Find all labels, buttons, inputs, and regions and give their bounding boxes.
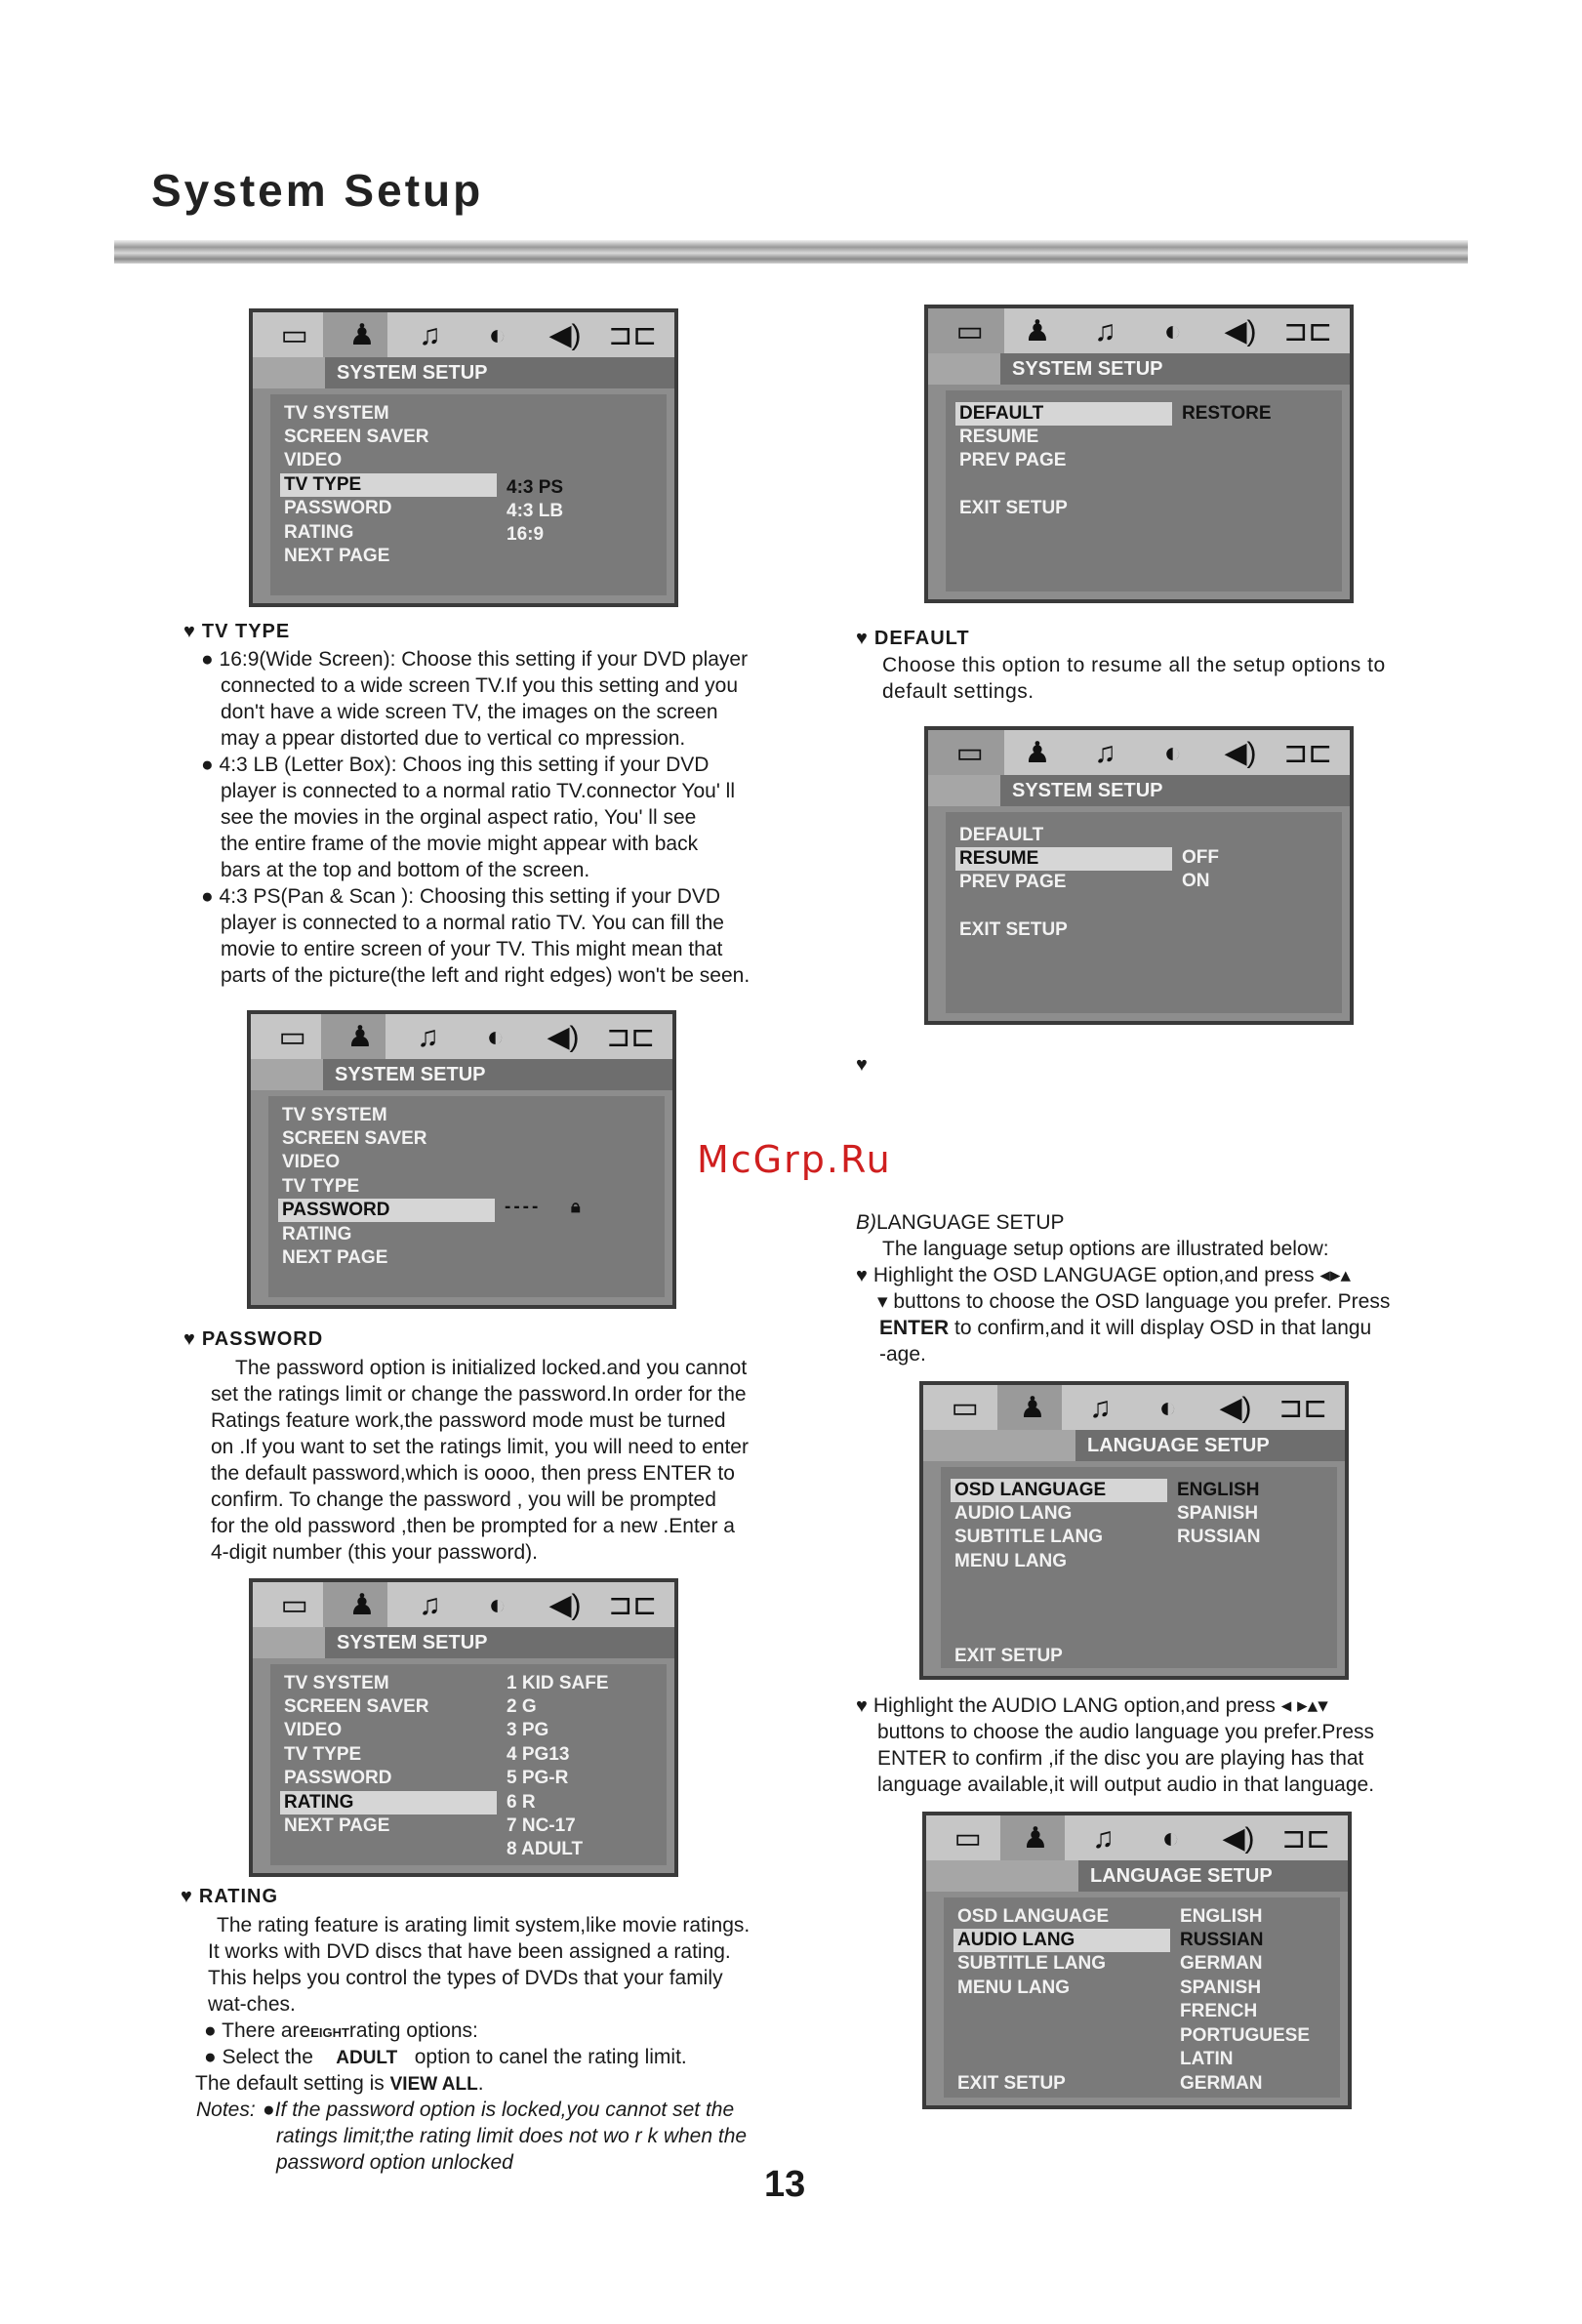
password-line: The password option is initialized locked.and you cannot [235,1357,748,1379]
menu-item: MENU LANG [954,1551,1068,1571]
tv-type-line: player is connected to a normal ratio TV.connector You' ll [221,780,735,802]
menu-item: EXIT SETUP [957,2073,1066,2094]
menu-item-selected: RATING [280,1791,497,1814]
osd-menu [946,812,1342,1013]
tv-type-line: don't have a wide screen TV, the images on the screen [221,701,718,723]
heart-bullet-icon: ♥ [856,1054,869,1076]
menu-item: RATING [282,1224,352,1244]
osd-screen-audio-lang [922,1812,1352,2109]
dolby-icon: ⊐⊏ [608,319,658,351]
osd-menu [946,390,1342,591]
osd-title: SYSTEM SETUP [1000,775,1350,806]
osd-menu [270,1664,667,1865]
language-option: RUSSIAN [1177,1527,1261,1547]
heart-bullet-icon: ♥ [856,628,869,649]
language-audio-line: ENTER to confirm ,if the disc you are playing has that [877,1747,1364,1770]
person-speech-icon: ♟ [1024,737,1051,769]
password-line: Ratings feature work,the password mode must be turned [211,1409,726,1432]
heart-bullet-icon: ♥ [181,1886,193,1907]
person-speech-icon: ♟ [1019,1392,1046,1424]
password-line: on .If you want to set the ratings limit, you will need to enter [211,1436,749,1458]
language-intro: The language setup options are illustrated below: [882,1238,1329,1260]
menu-option: RESTORE [1182,403,1272,424]
menu-item-selected: RESUME [955,847,1172,871]
password-line: for the old password ,then be prompted for a new .Enter a [211,1515,735,1537]
menu-item: DEFAULT [959,825,1044,845]
menu-item: TV TYPE [284,1744,362,1765]
tv-type-line: see the movies in the orginal aspect ratio, You' ll see [221,806,697,829]
tv-type-line: ● 4:3 LB (Letter Box): Choos ing this setting if your DVD [201,754,710,776]
menu-item: VIDEO [284,1720,343,1740]
menu-item: SCREEN SAVER [284,1696,429,1717]
tv-type-line: movie to entire screen of your TV. This might mean that [221,938,723,960]
rating-option: 4 PG13 [507,1744,570,1765]
contrast-icon: ◐ [488,1589,507,1621]
person-speech-icon: ♟ [1022,1822,1049,1855]
watermark: McGrp.Ru [697,1138,892,1181]
menu-item-selected: TV TYPE [280,473,497,497]
language-option: ENGLISH [1180,1906,1263,1927]
password-line: 4-digit number (this your password). [211,1541,538,1564]
menu-item: PREV PAGE [959,872,1067,892]
music-icon: ♫ [419,1589,441,1621]
speaker-icon: ◀) [1224,737,1257,769]
password-line: confirm. To change the password , you will be prompted [211,1488,716,1511]
menu-item: SUBTITLE LANG [954,1527,1103,1547]
osd-icons [923,1389,1345,1428]
music-icon: ♫ [1094,737,1116,769]
page-title: System Setup [151,165,484,216]
password-field: ---- [505,1197,542,1217]
menu-item: SCREEN SAVER [284,427,429,447]
menu-item: NEXT PAGE [284,1815,390,1836]
speaker-icon: ◀) [548,1589,582,1621]
osd-screen-resume [924,726,1354,1025]
tv-icon: ▭ [955,737,984,769]
menu-item: PREV PAGE [959,450,1067,470]
password-line: set the ratings limit or change the password.In order for the [211,1383,747,1406]
language-audio-line: ♥ Highlight the AUDIO LANG option,and press ◂ ▸▴▾ [856,1694,1328,1717]
menu-item: RESUME [959,427,1039,447]
menu-item: VIDEO [282,1152,341,1172]
menu-item: EXIT SETUP [959,919,1068,940]
person-speech-icon: ♟ [1024,315,1051,347]
rating-heading: ♥ RATING [181,1886,279,1907]
osd-title: SYSTEM SETUP [1000,353,1350,385]
password-heading: ♥ PASSWORD [183,1328,324,1350]
language-osd-line: -age. [879,1343,926,1366]
osd-icons [253,316,674,355]
contrast-icon: ◐ [1158,1392,1177,1424]
menu-option: OFF [1182,847,1219,868]
password-line: the default password,which is oooo, then press ENTER to [211,1462,735,1485]
menu-item: SCREEN SAVER [282,1128,427,1149]
rating-option: 5 PG-R [507,1768,569,1788]
menu-item: OSD LANGUAGE [957,1906,1110,1927]
notes-line: ratings limit;the rating limit does not wo r k when the [276,2125,748,2147]
rating-bullet: ● There areEIGHTrating options: [204,2019,478,2042]
tv-type-line: parts of the picture(the left and right edges) won't be seen. [221,964,750,987]
dolby-icon: ⊐⊏ [608,1589,658,1621]
music-icon: ♫ [1089,1392,1112,1424]
rating-line: It works with DVD discs that have been assigned a rating. [208,1940,731,1963]
tv-type-line: connected to a wide screen TV.If you this setting and you [221,674,739,697]
menu-item: PASSWORD [284,498,392,518]
osd-screen-default [924,305,1354,603]
menu-option: 16:9 [507,524,545,545]
osd-title: SYSTEM SETUP [325,357,674,388]
menu-item: NEXT PAGE [284,546,390,566]
osd-icons [251,1018,672,1057]
menu-item: EXIT SETUP [959,498,1068,518]
contrast-icon: ◐ [1163,315,1182,347]
tv-icon: ▭ [953,1822,982,1855]
tv-type-line: bars at the top and bottom of the screen. [221,859,590,881]
menu-item-selected: DEFAULT [955,402,1172,426]
osd-title: SYSTEM SETUP [323,1059,672,1090]
person-speech-icon: ♟ [348,319,376,351]
contrast-icon: ◐ [1161,1822,1180,1855]
music-icon: ♫ [419,319,441,351]
osd-menu [944,1897,1340,2098]
osd-menu [941,1467,1337,1668]
menu-item-selected: OSD LANGUAGE [951,1479,1167,1502]
menu-option-selected: 4:3 PS [507,477,564,498]
language-option-selected: ENGLISH [1177,1480,1260,1500]
rating-line: The rating feature is arating limit system,like movie ratings. [217,1914,750,1937]
language-osd-line: ♥ Highlight the OSD LANGUAGE option,and press ◂▸▴ [856,1264,1352,1286]
osd-icons [253,1586,674,1625]
contrast-icon: ◐ [1163,737,1182,769]
rating-option: 8 ADULT [507,1839,584,1859]
osd-icons [928,734,1350,773]
tv-icon: ▭ [280,1589,308,1621]
rating-option: 3 PG [507,1720,549,1740]
heart-bullet-icon: ♥ [856,1695,868,1717]
speaker-icon: ◀) [548,319,582,351]
person-speech-icon: ♟ [346,1021,374,1053]
heart-bullet-icon: ♥ [856,1265,868,1286]
tv-icon: ▭ [278,1021,306,1053]
osd-screen-password [247,1010,676,1309]
tv-type-line: the entire frame of the movie might appear with back [221,833,699,855]
notes-line: ●If the password option is locked,you cannot set the [263,2099,735,2121]
language-option: SPANISH [1177,1503,1259,1524]
language-audio-line: buttons to choose the audio language you prefer.Press [877,1721,1375,1743]
music-icon: ♫ [1094,315,1116,347]
osd-menu [268,1096,665,1297]
rating-line: wat-ches. [208,1993,296,2016]
tv-icon: ▭ [955,315,984,347]
heart-bullet-icon: ♥ [183,621,196,642]
menu-item: TV SYSTEM [284,1673,389,1693]
default-line: Choose this option to resume all the setup options to [882,654,1386,676]
music-icon: ♫ [417,1021,439,1053]
dolby-icon: ⊐⊏ [606,1021,656,1053]
menu-option: ON [1182,871,1210,891]
music-icon: ♫ [1092,1822,1115,1855]
menu-item-selected: PASSWORD [278,1199,495,1222]
tv-type-line: ● 16:9(Wide Screen): Choose this setting if your DVD player [201,648,749,671]
language-option: PORTUGUESE [1180,2025,1311,2046]
tv-icon: ▭ [280,319,308,351]
menu-item: EXIT SETUP [954,1646,1063,1666]
contrast-icon: ◐ [488,319,507,351]
menu-item: TV TYPE [282,1176,360,1197]
rating-default-line: The default setting is VIEW ALL. [195,2072,484,2095]
menu-item: MENU LANG [957,1977,1071,1998]
osd-title: LANGUAGE SETUP [1078,1860,1348,1892]
rating-option: 1 KID SAFE [507,1673,609,1693]
rating-bullet: ● Select the ADULT option to canel the rating limit. [204,2046,687,2068]
rating-option: 7 NC-17 [507,1815,576,1836]
dolby-icon: ⊐⊏ [1283,737,1333,769]
dolby-icon: ⊐⊏ [1278,1392,1328,1424]
tv-icon: ▭ [951,1392,979,1424]
header-divider [114,240,1468,264]
tv-type-line: ● 4:3 PS(Pan & Scan ): Choosing this setting if your DVD [201,885,721,908]
language-osd-line: ▾ buttons to choose the OSD language you prefer. Press [877,1290,1391,1313]
notes-label: Notes: [196,2099,256,2121]
osd-screen-osd-language [919,1381,1349,1680]
language-option: LATIN [1180,2049,1234,2069]
menu-item: TV SYSTEM [282,1105,387,1125]
menu-option: 4:3 LB [507,501,564,521]
menu-item: PASSWORD [284,1768,392,1788]
speaker-icon: ◀) [1222,1822,1255,1855]
language-audio-line: language available,it will output audio in that language. [877,1774,1375,1796]
dolby-icon: ⊐⊏ [1281,1822,1331,1855]
osd-title: SYSTEM SETUP [325,1627,674,1658]
heart-bullet-icon: ♥ [183,1328,196,1350]
dolby-icon: ⊐⊏ [1283,315,1333,347]
rating-option: 6 R [507,1792,536,1813]
language-section-title: B)LANGUAGE SETUP [856,1211,1065,1234]
menu-item-selected: AUDIO LANG [953,1929,1170,1952]
language-option: GERMAN [1180,1953,1263,1974]
menu-item: SUBTITLE LANG [957,1953,1106,1974]
page-number: 13 [764,2164,806,2205]
menu-item: RATING [284,522,354,543]
osd-screen-tv-type [249,308,678,607]
lock-icon: 🔒︎ [571,1197,581,1216]
language-option-selected: RUSSIAN [1180,1930,1264,1950]
tv-type-line: player is connected to a normal ratio TV. You can fill the [221,912,724,934]
notes-line: password option unlocked [276,2151,513,2174]
speaker-icon: ◀) [547,1021,580,1053]
menu-item: TV SYSTEM [284,403,389,424]
menu-item: NEXT PAGE [282,1247,388,1268]
rating-line: This helps you control the types of DVDs that your family [208,1967,723,1989]
default-heading: ♥ DEFAULT [856,628,970,649]
person-speech-icon: ♟ [348,1589,376,1621]
osd-menu [270,394,667,595]
language-option: GERMAN [1180,2073,1263,2094]
tv-type-line: may a ppear distorted due to vertical co mpression. [221,727,686,750]
language-option: SPANISH [1180,1977,1262,1998]
osd-title: LANGUAGE SETUP [1075,1430,1345,1461]
default-line: default settings. [882,680,1034,703]
language-osd-line: ENTER to confirm,and it will display OSD in that langu [879,1317,1372,1339]
contrast-icon: ◐ [486,1021,505,1053]
language-option: FRENCH [1180,2001,1258,2021]
osd-icons [926,1819,1348,1858]
osd-screen-rating [249,1578,678,1877]
menu-item: VIDEO [284,450,343,470]
speaker-icon: ◀) [1219,1392,1252,1424]
tv-type-heading: ♥ TV TYPE [183,621,291,642]
osd-icons [928,312,1350,351]
speaker-icon: ◀) [1224,315,1257,347]
rating-option: 2 G [507,1696,537,1717]
menu-item: AUDIO LANG [954,1503,1073,1524]
